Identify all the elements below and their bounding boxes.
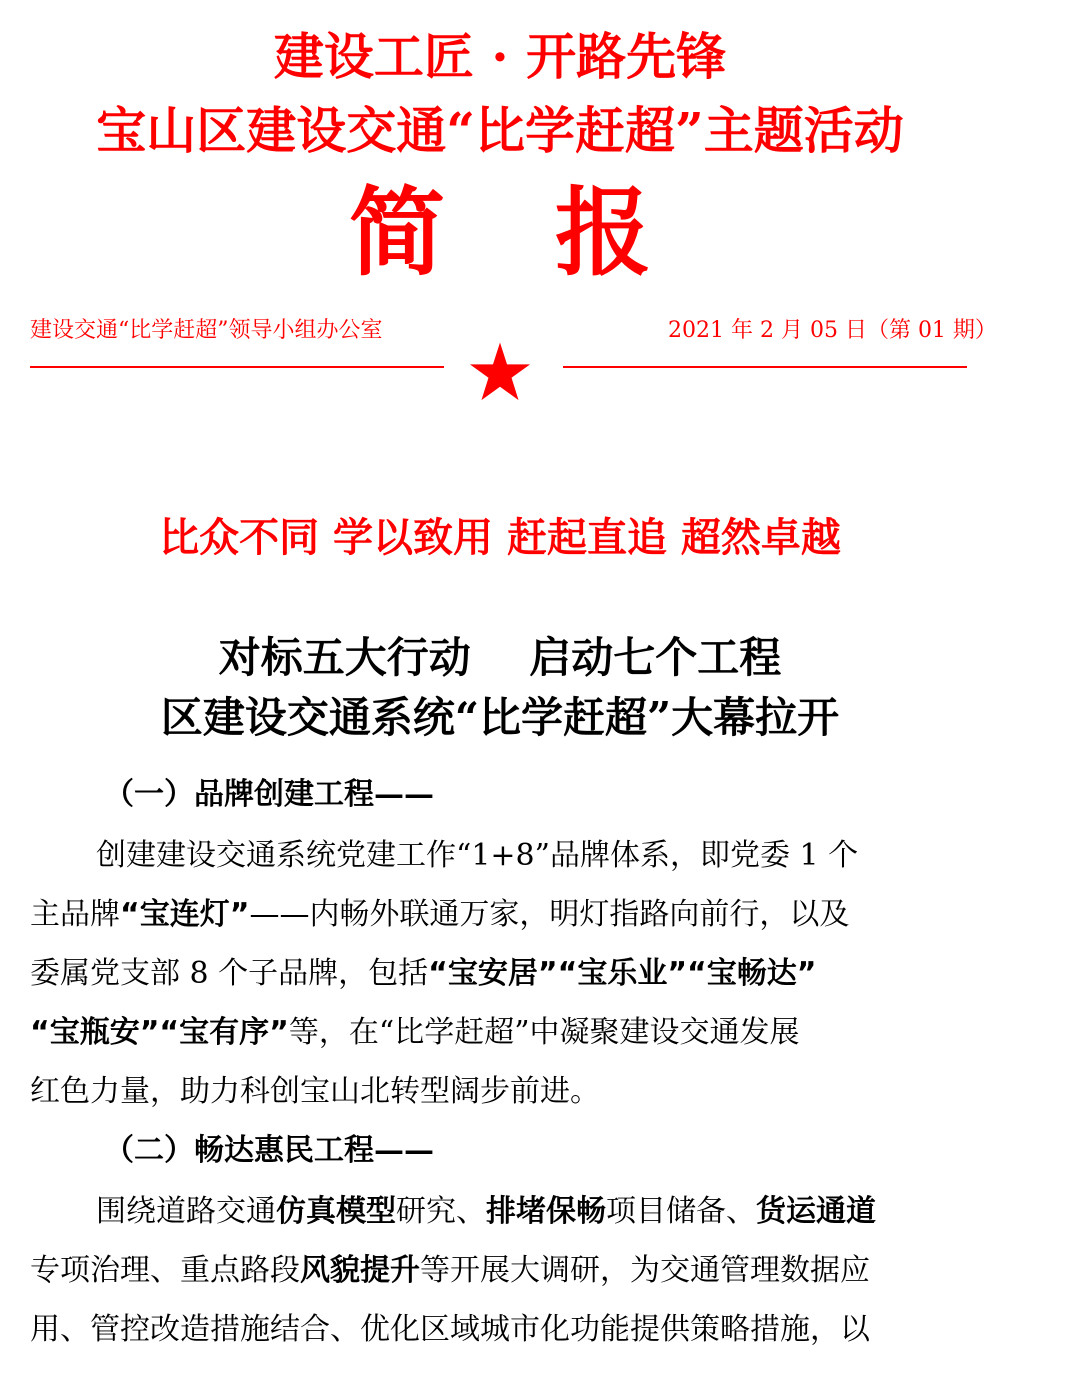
body-line: [30, 1300, 970, 1359]
text-run: ——内畅外联通万家，明灯指路向前行，以及: [249, 897, 850, 932]
headline-line-2: 区建设交通系统“比学赶超”大幕拉开: [160, 693, 840, 742]
divider-left: [30, 366, 444, 368]
text-run: 委属党支部 8 个子品牌，包括: [30, 956, 429, 991]
bulletin-title: [0, 168, 1000, 298]
text-run: 围绕道路交通: [96, 1194, 276, 1229]
text-run: 红色力量，助力科创宝山北转型阔步前进。: [30, 1074, 600, 1109]
title-line-2: 宝山区建设交通“比学赶超”主题活动: [96, 101, 904, 160]
issue-date: 2021 年 2 月 05 日（第 01 期）: [668, 318, 997, 343]
brand-names: “宝安居”“宝乐业”“宝畅达”: [428, 956, 817, 991]
text-run: 主品牌: [30, 897, 120, 932]
section-heading-1: （一）品牌创建工程——: [104, 777, 434, 812]
body-line: [30, 1003, 970, 1062]
body-line: [30, 1062, 970, 1121]
bulletin-title-char-2: 报: [555, 176, 651, 289]
body-line: [30, 1241, 970, 1300]
keyword: 排堵保畅: [486, 1194, 606, 1229]
text-run: 创建建设交通系统党建工作“1+8”品牌体系，即党委 1 个: [96, 838, 859, 873]
section-heading-2: （二）畅达惠民工程——: [104, 1133, 434, 1168]
brand-names: “宝瓶安”“宝有序”: [30, 1015, 289, 1050]
text-run: 研究、: [396, 1194, 486, 1229]
keyword: 货运通道: [756, 1194, 876, 1229]
headline-line-1: 对标五大行动 启动七个工程: [218, 633, 782, 682]
text-run: 等开展大调研，为交通管理数据应: [420, 1253, 870, 1288]
divider-right: [563, 366, 967, 368]
text-run: 专项治理、重点路段: [30, 1253, 300, 1288]
issuing-office: 建设交通“比学赶超”领导小组办公室: [30, 318, 383, 343]
slogan: 比众不同 学以致用 赶起直追 超然卓越: [159, 514, 841, 561]
section-1-body: [30, 826, 970, 1121]
brand-name: “宝连灯”: [120, 897, 250, 932]
body-line: [30, 944, 970, 1003]
star-icon: [468, 340, 532, 404]
keyword: 风貌提升: [300, 1253, 420, 1288]
text-run: 项目储备、: [606, 1194, 756, 1229]
title-line-1: 建设工匠 · 开路先锋: [273, 27, 727, 86]
body-line: [30, 885, 970, 944]
keyword: 仿真模型: [276, 1194, 396, 1229]
text-run: 用、管控改造措施结合、优化区域城市化功能提供策略措施，以: [30, 1312, 870, 1347]
bulletin-title-char-1: 简: [349, 176, 445, 289]
body-line: [30, 1182, 970, 1241]
text-run: 等，在“比学赶超”中凝聚建设交通发展: [288, 1015, 800, 1050]
section-2-body: [30, 1182, 970, 1359]
body-line: [30, 826, 970, 885]
